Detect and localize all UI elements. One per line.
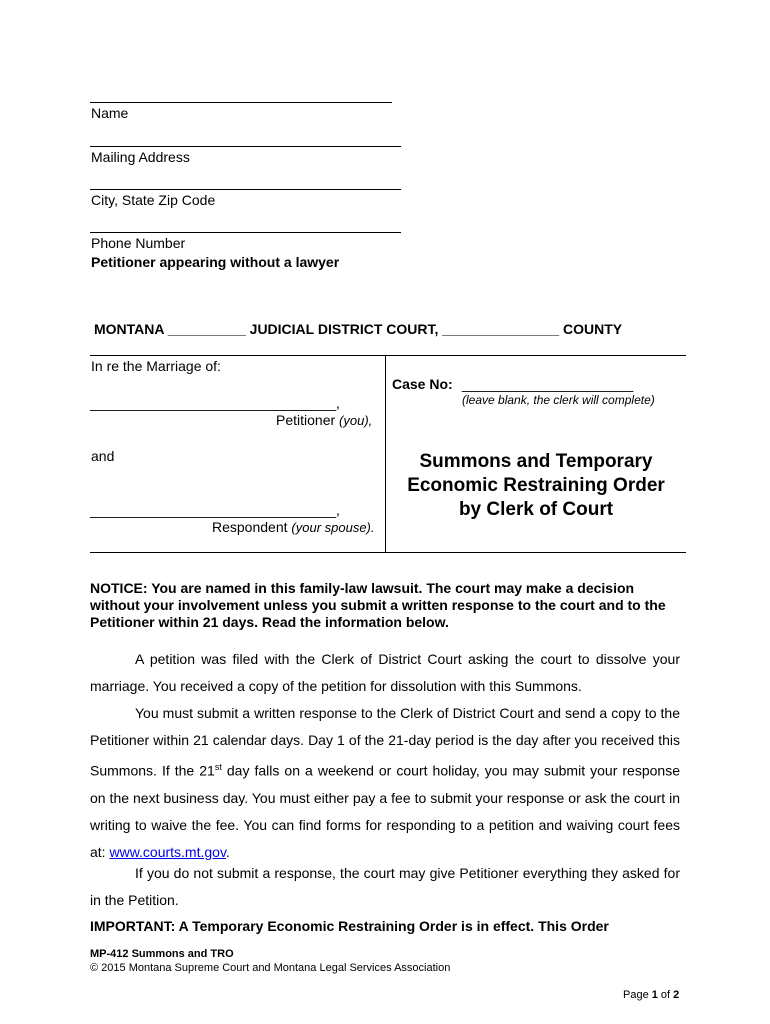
paragraph-2-text-a: You must submit a written response to the Clerk of District Court and send a copy to the Petitioner within 21 calendar days. Day 1 of the 21-day period is the day after you received this Summons. If the 21 (90, 705, 680, 779)
paragraph-2-end: . (225, 843, 230, 860)
important-notice: IMPORTANT: A Temporary Economic Restraining Order is in effect. This Order (90, 918, 609, 934)
title-line-3: by Clerk of Court (458, 499, 614, 520)
petitioner-hint: (you), (339, 413, 373, 428)
paragraph-3-text: If you do not submit a response, the court may give Petitioner everything they asked for in the Petition. (90, 865, 680, 908)
in-re-marriage: In re the Marriage of: (91, 358, 221, 374)
page-current: 1 (651, 989, 658, 1001)
mailing-address-label: Mailing Address (91, 149, 190, 165)
courts-website-link[interactable]: www.courts.mt.gov (109, 843, 226, 860)
copyright: © 2015 Montana Supreme Court and Montana Legal Services Association (90, 962, 451, 974)
caption-divider (385, 355, 386, 552)
title-line-2: Economic Restraining Order (407, 475, 665, 496)
county-text: COUNTY (562, 321, 623, 337)
county-blank: _______________ (442, 321, 560, 337)
petitioner-name-blank: ________________________________, (90, 395, 340, 411)
ordinal-suffix: st (214, 762, 222, 772)
page-total: 2 (673, 989, 680, 1001)
respondent-hint: (your spouse). (291, 520, 375, 535)
page-number (623, 989, 679, 1002)
document-title (388, 450, 684, 522)
respondent-name-blank: ________________________________, (90, 502, 340, 518)
paragraph-1-text: A petition was filed with the Clerk of District Court asking the court to dissolve your marriage. You received a copy of the petition for dissolution with this Summons. (90, 651, 680, 694)
court-state: MONTANA (94, 321, 164, 337)
and-label: and (91, 448, 115, 464)
phone-line (90, 232, 401, 233)
case-number-blank: ______________________ (462, 376, 634, 392)
notice-paragraph: NOTICE: You are named in this family-law lawsuit. The court may make a decision without your involvement unless you submit a written response to the court and to the Petitioner within 21 days. Read the information below. (90, 580, 666, 630)
respondent-label: Respondent (212, 519, 288, 535)
mailing-address-line (90, 146, 401, 147)
phone-label: Phone Number (91, 235, 186, 251)
case-number-hint: (leave blank, the clerk will complete) (462, 393, 655, 407)
paragraph-no-response (90, 860, 680, 914)
form-id: MP-412 Summons and TRO (90, 948, 234, 960)
page-prefix: Page (623, 989, 652, 1001)
petitioner-caption (276, 412, 372, 429)
respondent-caption (212, 519, 375, 536)
paragraph-response-deadline (90, 700, 680, 866)
title-line-1: Summons and Temporary (419, 451, 653, 472)
petitioner-label: Petitioner (276, 412, 336, 428)
district-blank: __________ (167, 321, 246, 337)
page-of: of (657, 989, 674, 1001)
court-heading (94, 321, 622, 337)
caption-bottom-rule (90, 552, 686, 553)
district-text: JUDICIAL DISTRICT COURT, (249, 321, 439, 337)
paragraph-2-text-b: day falls on a weekend or court holiday, you may submit your response on the next business day. You must either pay a fee to submit your response or ask the court in writing to waive the fee. You can find forms for responding to a petition and waiving court fees at: (90, 762, 680, 860)
case-number-label: Case No: (392, 376, 453, 392)
city-state-zip-label: City, State Zip Code (91, 192, 216, 208)
name-line (90, 102, 392, 103)
name-label: Name (91, 105, 129, 121)
paragraph-petition-filed (90, 646, 680, 700)
petitioner-without-lawyer: Petitioner appearing without a lawyer (91, 254, 340, 270)
caption-top-rule (90, 355, 686, 356)
city-state-zip-line (90, 189, 401, 190)
